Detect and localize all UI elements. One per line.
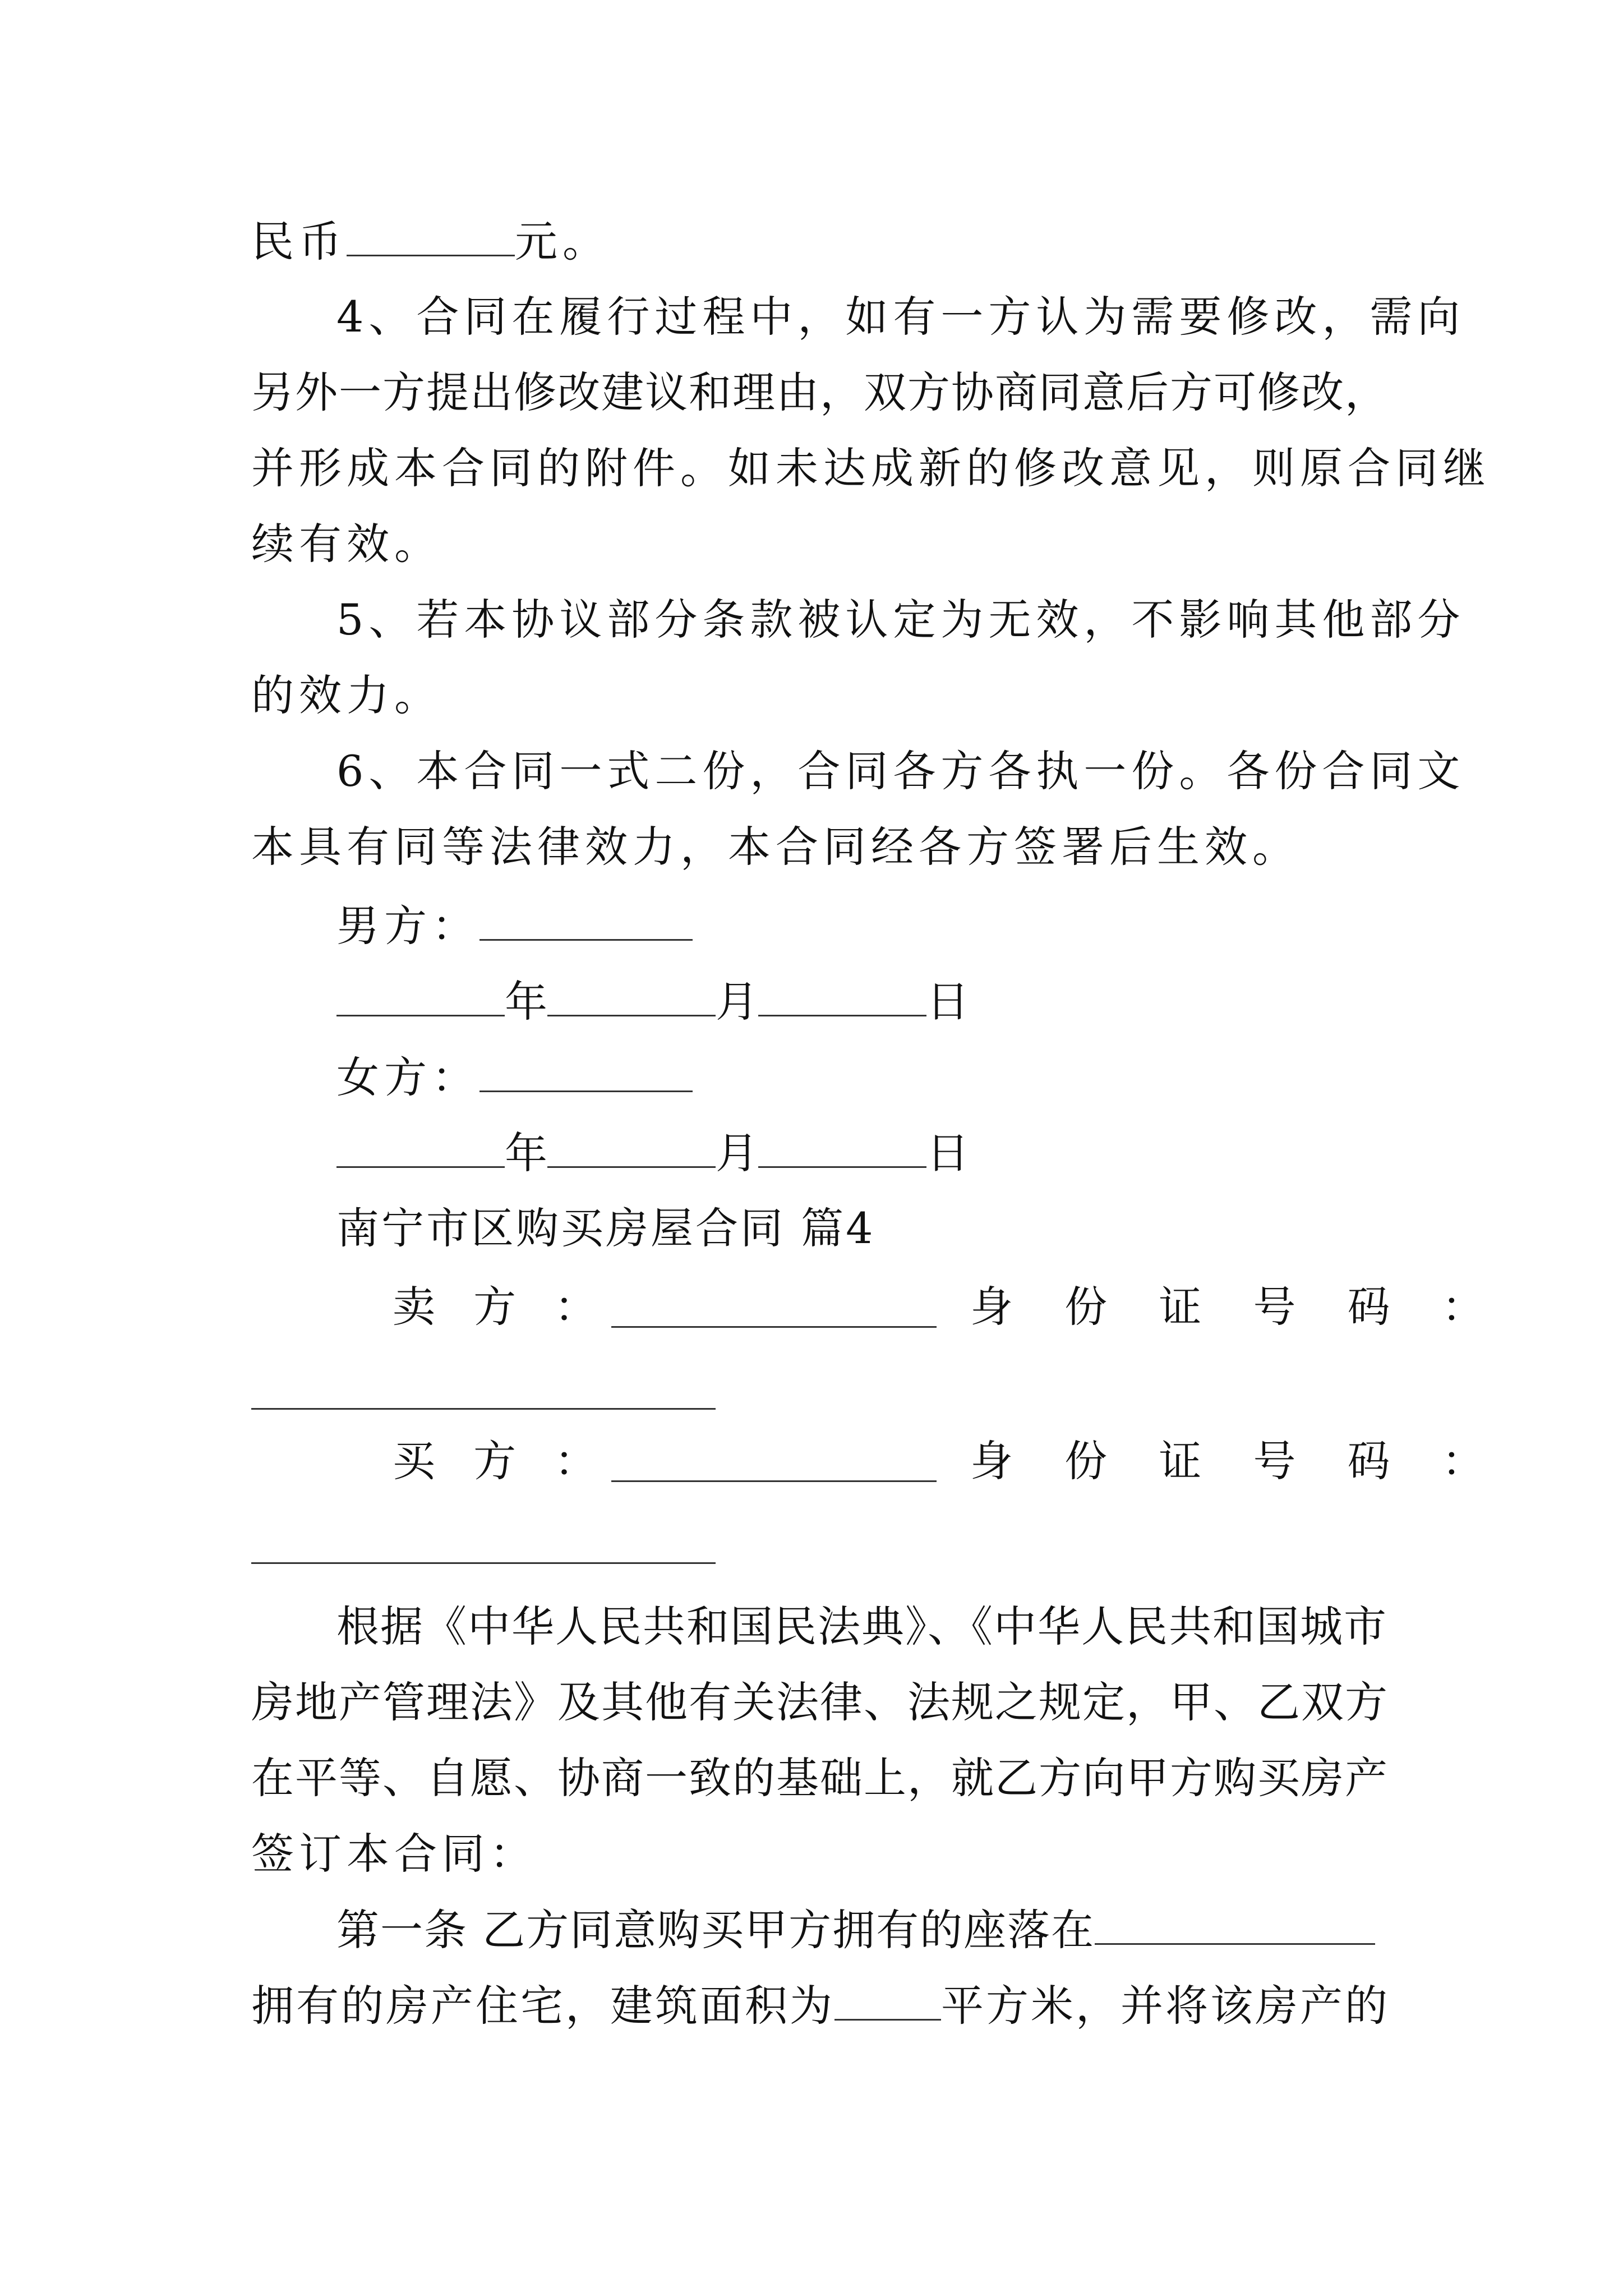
text: 第一条 乙方同意购买甲方拥有的座落在 [336,1905,1095,1955]
paragraph-line: 签订本合同： [251,1829,537,1879]
blank-field [547,973,716,1016]
text-line [251,213,610,270]
article-line [251,1977,1390,2034]
id-label: 身 份 证 号 码 ： [970,1282,1504,1332]
month-label: 月 [716,977,758,1027]
day-label: 日 [926,977,969,1027]
blank-field [758,973,926,1016]
man-label: 男方： [336,901,479,951]
buyer-name-field [611,1439,937,1482]
blank-field [479,1049,693,1092]
seller-id-field [251,1407,716,1410]
buyer-label: 买 方 ： [393,1436,610,1486]
seller-label: 卖 方 ： [393,1282,610,1332]
paragraph-line: 续有效。 [251,519,442,569]
paragraph-line: 5、若本协议部分条款被认定为无效，不影响其他部分 [336,595,1465,645]
text: 平方米，并将该房产的 [941,1981,1390,2031]
seller-name-field [611,1285,937,1328]
blank-field [336,1125,505,1168]
paragraph-line: 并形成本合同的附件。如未达成新的修改意见，则原合同继 [251,443,1491,493]
year-label: 年 [505,977,547,1027]
paragraph-line: 另外一方提出修改建议和理由，双方协商同意后方可修改， [251,367,1389,417]
date-line [336,973,969,1030]
blank-field [347,213,515,256]
blank-field [547,1125,716,1168]
paragraph-line: 6、本合同一式二份，合同各方各执一份。各份合同文 [336,746,1465,796]
year-label: 年 [505,1128,547,1178]
blank-field [834,1977,941,2021]
article-line [336,1902,1375,1958]
paragraph-line: 的效力。 [251,670,442,720]
id-label: 身 份 证 号 码 ： [970,1436,1504,1486]
woman-label: 女方： [336,1052,479,1102]
paragraph-line: 4、合同在履行过程中，如有一方认为需要修改，需向 [336,292,1465,342]
text: 元。 [515,217,610,266]
paragraph-line: 在平等、自愿、协商一致的基础上，就乙方向甲方购买房产 [251,1753,1389,1803]
month-label: 月 [716,1128,758,1178]
section-title: 南宁市区购买房屋合同 篇4 [336,1203,875,1253]
text: 民币 [251,217,347,266]
day-label: 日 [926,1128,969,1178]
paragraph-line: 本具有同等法律效力，本合同经各方签署后生效。 [251,822,1300,872]
signature-line-man [336,898,693,954]
paragraph-line: 房地产管理法》及其他有关法律、法规之规定，甲、乙双方 [251,1677,1389,1727]
text: 拥有的房产住宅，建筑面积为 [251,1981,834,2031]
blank-field [336,973,505,1016]
buyer-id-field [251,1561,716,1564]
signature-line-woman [336,1049,693,1106]
date-line [336,1125,969,1181]
paragraph-line: 根据《中华人民共和国民法典》、《中华人民共和国城市 [336,1602,1387,1651]
blank-field [1095,1902,1375,1945]
blank-field [758,1125,926,1168]
blank-field [479,898,693,941]
